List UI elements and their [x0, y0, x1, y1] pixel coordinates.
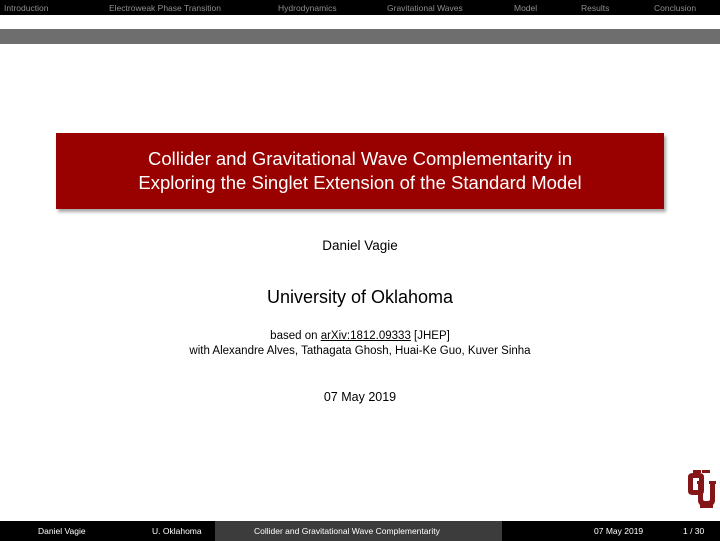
nav-introduction[interactable]: Introduction — [4, 3, 49, 13]
ou-logo-icon — [686, 470, 716, 508]
footer-short-title: Collider and Gravitational Wave Complementarity — [254, 526, 440, 536]
title-box — [56, 133, 664, 209]
institution-name: University of Oklahoma — [266, 287, 454, 307]
nav-gravitational-waves[interactable]: Gravitational Waves — [387, 3, 463, 13]
presentation-date: 07 May 2019 — [323, 390, 397, 404]
nav-model[interactable]: Model — [514, 3, 538, 13]
subsection-bar — [0, 29, 720, 44]
nav-hydrodynamics[interactable]: Hydrodynamics — [278, 3, 337, 13]
footer-bar — [0, 521, 720, 541]
nav-conclusion[interactable]: Conclusion — [654, 3, 697, 13]
author-name: Daniel Vagie — [322, 238, 398, 253]
title-line-2: Exploring the Singlet Extension of the Standard Model — [138, 172, 582, 193]
based-on-prefix: based on — [270, 330, 321, 342]
collaborators-line: with Alexandre Alves, Tathagata Ghosh, Huai-Ke Guo, Kuver Sinha — [189, 345, 531, 357]
footer-institution: U. Oklahoma — [152, 526, 202, 536]
based-on-suffix: [JHEP] — [410, 330, 450, 342]
footer-author: Daniel Vagie — [38, 526, 86, 536]
nav-results[interactable]: Results — [581, 3, 610, 13]
based-on-line — [0, 330, 720, 342]
arxiv-link[interactable]: arXiv:1812.09333 — [320, 330, 411, 342]
top-navigation — [0, 0, 720, 15]
title-line-1: Collider and Gravitational Wave Complementarity in — [148, 148, 572, 169]
footer-date: 07 May 2019 — [594, 526, 644, 536]
nav-electroweak-phase-transition[interactable]: Electroweak Phase Transition — [109, 3, 221, 13]
footer-page-number: 1 / 30 — [683, 526, 705, 536]
